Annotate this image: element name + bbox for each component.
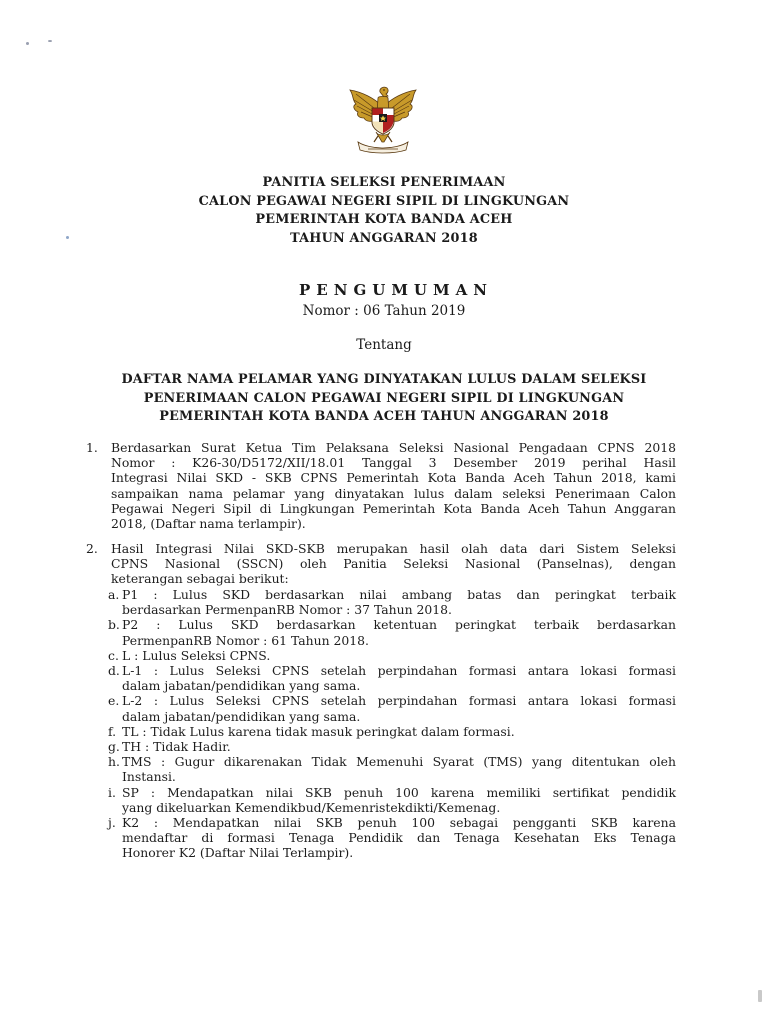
text-line: Instansi.: [122, 769, 176, 785]
text-line: L : Lulus Seleksi CPNS.: [122, 647, 271, 663]
definition-marker: c.: [108, 647, 119, 663]
subject-line: DAFTAR NAMA PELAMAR YANG DINYATAKAN LULUS DALAM SELEKSI: [121, 372, 647, 387]
list-item-number: 1.: [86, 440, 98, 455]
institution-header: [0, 174, 768, 248]
text-line: P2 : Lulus SKD berdasarkan ketentuan peringkat terbaik berdasarkan: [122, 617, 676, 633]
scan-speck: [26, 42, 29, 45]
text-line: PermenpanRB Nomor : 61 Tahun 2018.: [122, 632, 370, 648]
announcement-subject: [0, 371, 768, 427]
definition-list: [108, 587, 676, 861]
definition-marker: f.: [108, 723, 117, 739]
header-line: CALON PEGAWAI NEGERI SIPIL DI LINGKUNGAN: [198, 193, 570, 209]
list-item-number: 2.: [86, 541, 98, 556]
definition-item: [108, 648, 676, 663]
text-line: Nomor : K26-30/D5172/XII/18.01 Tanggal 3 Desember 2019 perihal Hasil: [111, 455, 676, 471]
text-line: Integrasi Nilai SKD - SKB CPNS Pemerintah Kota Banda Aceh Tahun 2018, kami: [111, 470, 676, 486]
subject-line: PEMERINTAH KOTA BANDA ACEH TAHUN ANGGARAN 2018: [159, 409, 609, 424]
definition-marker: d.: [108, 663, 120, 679]
text-line: dalam jabatan/pendidikan yang sama.: [122, 678, 361, 694]
definition-item: [108, 815, 676, 861]
definition-marker: a.: [108, 587, 120, 602]
definition-item: [108, 739, 676, 754]
text-line: TMS : Gugur dikarenakan Tidak Memenuhi Syarat (TMS) yang ditentukan oleh: [122, 754, 676, 770]
definition-marker: j.: [108, 815, 116, 831]
text-line: keterangan sebagai berikut:: [111, 571, 289, 587]
definition-marker: e.: [108, 693, 120, 709]
header-line: PANITIA SELEKSI PENERIMAAN: [262, 175, 506, 190]
subject-line: PENERIMAAN CALON PEGAWAI NEGERI SIPIL DI LINGKUNGAN: [143, 390, 625, 406]
text-line: mendaftar di formasi Tenaga Pendidik dan Tenaga Kesehatan Eks Tenaga: [122, 830, 676, 846]
text-line: TL : Tidak Lulus karena tidak masuk peringkat dalam formasi.: [122, 723, 515, 739]
text-line: CPNS Nasional (SSCN) oleh Panitia Seleksi Nasional (Panselnas), dengan: [111, 556, 676, 572]
text-line: berdasarkan PermenpanRB Nomor : 37 Tahun 2018.: [122, 602, 452, 618]
definition-item: [108, 724, 676, 739]
text-line: Pegawai Negeri Sipil di Lingkungan Pemerintah Kota Banda Aceh Tahun Anggaran: [111, 500, 676, 516]
text-line: SP : Mendapatkan nilai SKB penuh 100 karena memiliki sertifikat pendidik: [122, 784, 676, 800]
text-line: L-2 : Lulus Seleksi CPNS setelah perpindahan formasi antara lokasi formasi: [122, 693, 676, 709]
definition-item: [108, 587, 676, 617]
text-line: Honorer K2 (Daftar Nilai Terlampir).: [122, 845, 354, 861]
announcement-number: Nomor : 06 Tahun 2019: [302, 303, 466, 319]
header-line: TAHUN ANGGARAN 2018: [290, 230, 478, 246]
text-line: dalam jabatan/pendidikan yang sama.: [122, 708, 361, 724]
list-item-text: [111, 440, 676, 531]
list-item-text: [111, 541, 676, 587]
text-line: P1 : Lulus SKD berdasarkan nilai ambang batas dan peringkat terbaik: [122, 587, 676, 602]
scan-speck: [48, 40, 52, 42]
definition-marker: g.: [108, 739, 120, 755]
definition-item: [108, 754, 676, 784]
definition-item: [108, 617, 676, 647]
text-line: L-1 : Lulus Seleksi CPNS setelah perpindahan formasi antara lokasi formasi: [122, 663, 676, 679]
definition-marker: i.: [108, 784, 116, 800]
definition-item: [108, 663, 676, 693]
garuda-emblem-icon: [344, 84, 422, 154]
definition-item: [108, 693, 676, 723]
announcement-about: Tentang: [356, 337, 412, 353]
scan-speck: [758, 990, 762, 1002]
text-line: Hasil Integrasi Nilai SKD-SKB merupakan hasil olah data dari Sistem Seleksi: [111, 541, 676, 556]
definition-item: [108, 785, 676, 815]
definition-marker: b.: [108, 617, 120, 633]
text-line: K2 : Mendapatkan nilai SKB penuh 100 sebagai pengganti SKB karena: [122, 815, 676, 831]
text-line: 2018, (Daftar nama terlampir).: [111, 516, 306, 532]
text-line: TH : Tidak Hadir.: [122, 739, 231, 755]
text-line: sampaikan nama pelamar yang dinyatakan lulus dalam seleksi Penerimaan Calon: [111, 485, 676, 501]
text-line: yang dikeluarkan Kemendikbud/Kemenristekdikti/Kemenag.: [122, 799, 501, 815]
text-line: Berdasarkan Surat Ketua Tim Pelaksana Seleksi Nasional Pengadaan CPNS 2018: [111, 440, 676, 455]
announcement-title: PENGUMUMAN: [299, 281, 493, 299]
header-line: PEMERINTAH KOTA BANDA ACEH: [255, 212, 513, 227]
definition-marker: h.: [108, 754, 120, 770]
